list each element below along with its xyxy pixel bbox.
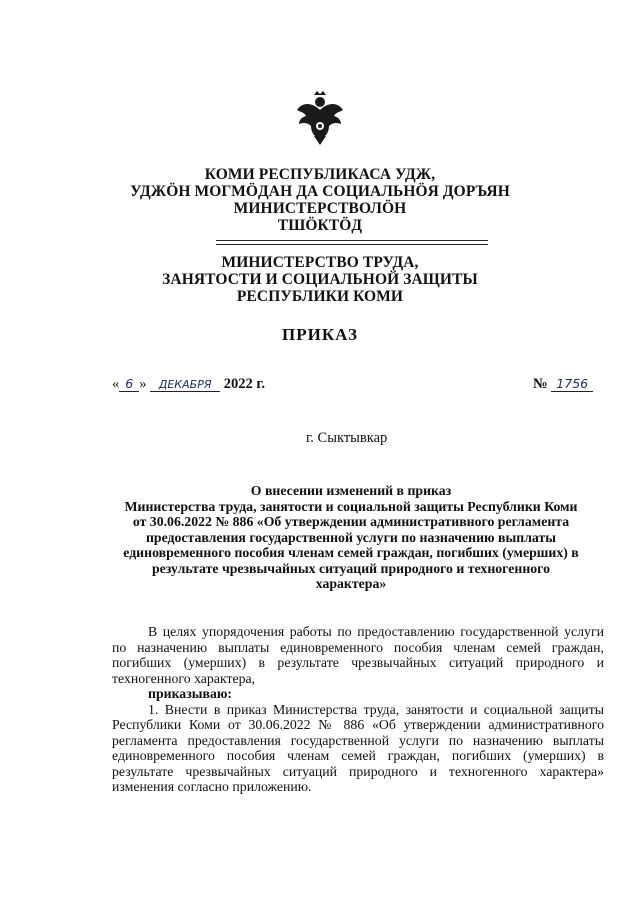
header-russian-line: ЗАНЯТОСТИ И СОЦИАЛЬНОЙ ЗАЩИТЫ xyxy=(162,271,478,288)
date-day-handwritten: 6 xyxy=(119,376,139,392)
document-type-title: ПРИКАЗ xyxy=(282,325,358,344)
subject-line: характера» xyxy=(315,576,387,591)
header-komi-line: КОМИ РЕСПУБЛИКАСА УДЖ, xyxy=(204,166,436,183)
subject-line: единовременного пособия членам семей граждан, погибших (умерших) в xyxy=(123,545,579,560)
order-date xyxy=(112,376,265,393)
header-russian-line: РЕСПУБЛИКИ КОМИ xyxy=(236,288,404,305)
date-quote-close: » xyxy=(139,376,147,392)
number-sign: № xyxy=(533,376,548,392)
header-komi-line: ТШÖКТÖД xyxy=(277,217,363,234)
item-1-paragraph: 1. Внести в приказ Министерства труда, занятости и социальной защиты Республики Коми от 30.06.2022 № 886 «Об утверждении административного регламента предоставления государственной услуги по назначению выплаты единовременного пособия членам семей граждан, погибших (умерших) в результате чрезвычайных ситуаций природного и техногенного характера» изменения согласно приложению. xyxy=(112,701,604,794)
city: г. Сыктывкар xyxy=(306,430,388,446)
header-russian-line: МИНИСТЕРСТВО ТРУДА, xyxy=(221,254,419,271)
header-russian xyxy=(0,254,640,305)
subject-line: результате чрезвычайных ситуаций природного и техногенного xyxy=(151,560,550,576)
subject-line: от 30.06.2022 № 886 «Об утверждении административного регламента xyxy=(132,514,570,529)
separator-rule xyxy=(216,240,488,241)
header-komi-line: МИНИСТЕРСТВОЛÖН xyxy=(233,200,407,217)
date-month-handwritten: ДЕКАБРЯ xyxy=(150,378,220,392)
date-quote-open: « xyxy=(112,376,120,392)
order-number xyxy=(533,376,593,393)
subject-line: предоставления государственной услуги по назначению выплаты xyxy=(145,529,557,545)
order-body xyxy=(112,624,604,795)
coat-of-arms-emblem xyxy=(294,88,346,146)
order-word: приказываю: xyxy=(148,686,233,701)
order-subject xyxy=(112,483,590,592)
header-komi xyxy=(0,166,640,234)
subject-line: О внесении изменений в приказ xyxy=(250,483,452,498)
separator-rule xyxy=(216,244,488,245)
subject-line: Министерства труда, занятости и социальной защиты Республики Коми xyxy=(124,498,578,514)
date-year: 2022 г. xyxy=(223,376,265,392)
header-komi-line: УДЖÖН МОГМÖДАН ДА СОЦИАЛЬНÖЯ ДОРЪЯН xyxy=(130,183,510,200)
preamble-paragraph: В целях упорядочения работы по предоставлению государственной услуги по назначению выплаты единовременного пособия членам семей граждан, погибших (умерших) в результате чрезвычайных ситуаций природного и техногенного характера, xyxy=(112,624,604,686)
number-value-handwritten: 1756 xyxy=(551,376,593,392)
